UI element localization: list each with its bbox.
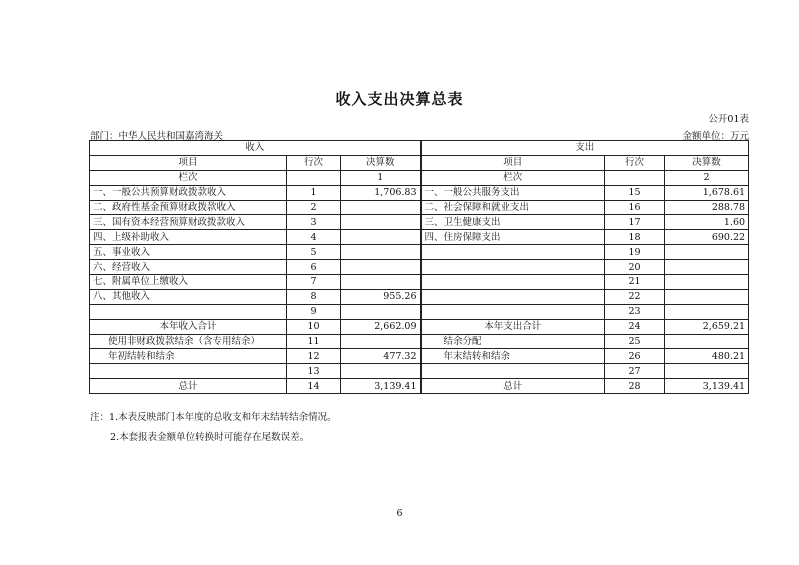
- expense-rowno-cell: 28: [605, 379, 665, 394]
- income-amount-cell: [341, 304, 421, 319]
- department-label: 部门：中华人民共和国嘉湾海关: [90, 131, 224, 142]
- table-row: [90, 200, 749, 215]
- expense-amount-cell: 1,678.61: [665, 185, 749, 200]
- expense-section-header: 支出: [421, 141, 749, 156]
- table-row: [90, 185, 749, 200]
- income-item-cell: 一、一般公共预算财政拨款收入: [90, 185, 287, 200]
- form-number: 公开01表: [708, 114, 749, 125]
- expense-item-cell: 四、住房保障支出: [421, 230, 605, 245]
- income-amount-cell: [341, 275, 421, 290]
- income-item-cell: [90, 364, 287, 379]
- income-rowno-cell: 12: [287, 349, 341, 364]
- expense-item-cell: 本年支出合计: [421, 319, 605, 334]
- expense-amount-cell: [665, 275, 749, 290]
- income-amount-cell: [341, 200, 421, 215]
- expense-amount-header: 决算数: [665, 155, 749, 170]
- expense-rowno-cell: 25: [605, 334, 665, 349]
- expense-item-cell: [421, 304, 605, 319]
- income-rowno-cell: 2: [287, 200, 341, 215]
- expense-amount-cell: [665, 245, 749, 260]
- income-item-cell: 年初结转和结余: [90, 349, 287, 364]
- table-row: [90, 334, 749, 349]
- expense-item-cell: 结余分配: [421, 334, 605, 349]
- expense-item-cell: 二、社会保障和就业支出: [421, 200, 605, 215]
- table-row: [90, 230, 749, 245]
- income-item-cell: 四、上级补助收入: [90, 230, 287, 245]
- expense-item-cell: [421, 364, 605, 379]
- income-rowno-cell: 6: [287, 260, 341, 275]
- table-row: [90, 364, 749, 379]
- column-header-row: [90, 155, 749, 170]
- table-row: [90, 245, 749, 260]
- income-rowno-cell: 5: [287, 245, 341, 260]
- income-amount-cell: 477.32: [341, 349, 421, 364]
- expense-amount-cell: [665, 260, 749, 275]
- table-row: [90, 215, 749, 230]
- expense-amount-cell: [665, 304, 749, 319]
- expense-amount-cell: 1.60: [665, 215, 749, 230]
- income-amount-cell: [341, 215, 421, 230]
- expense-amount-cell: 3,139.41: [665, 379, 749, 394]
- expense-amount-cell: [665, 289, 749, 304]
- expense-rowno-cell: 20: [605, 260, 665, 275]
- income-item-cell: 本年收入合计: [90, 319, 287, 334]
- income-item-cell: 二、政府性基金预算财政拨款收入: [90, 200, 287, 215]
- table-row: [90, 349, 749, 364]
- income-col-label: 栏次: [90, 170, 287, 185]
- income-section-header: 收入: [90, 141, 421, 156]
- expense-rowno-cell: 21: [605, 275, 665, 290]
- income-rowno-cell: 14: [287, 379, 341, 394]
- expense-rowno-cell: 18: [605, 230, 665, 245]
- expense-rowno-cell: 26: [605, 349, 665, 364]
- expense-item-header: 项目: [421, 155, 605, 170]
- expense-amount-cell: 2,659.21: [665, 319, 749, 334]
- note-1: 注：1.本表反映部门本年度的总收支和年末结转结余情况。: [90, 412, 337, 423]
- expense-rowno-header: 行次: [605, 155, 665, 170]
- section-header-row: [90, 141, 749, 156]
- expense-rowno-cell: 19: [605, 245, 665, 260]
- income-item-cell: [90, 304, 287, 319]
- income-rowno-cell: 7: [287, 275, 341, 290]
- expense-rowno-cell: 22: [605, 289, 665, 304]
- income-rowno-cell: 10: [287, 319, 341, 334]
- income-col-number: 1: [341, 170, 421, 185]
- income-amount-cell: [341, 364, 421, 379]
- income-item-cell: 八、其他收入: [90, 289, 287, 304]
- income-amount-cell: 3,139.41: [341, 379, 421, 394]
- expense-col-label: 栏次: [421, 170, 605, 185]
- income-item-cell: 六、经营收入: [90, 260, 287, 275]
- expense-col-number: 2: [665, 170, 749, 185]
- expense-amount-cell: 288.78: [665, 200, 749, 215]
- income-col-blank: [287, 170, 341, 185]
- page-number: 6: [396, 508, 403, 519]
- income-item-cell: 总计: [90, 379, 287, 394]
- table-row: [90, 379, 749, 394]
- amount-unit: 金额单位：万元: [682, 131, 749, 142]
- income-rowno-cell: 4: [287, 230, 341, 245]
- income-rowno-header: 行次: [287, 155, 341, 170]
- expense-amount-cell: 480.21: [665, 349, 749, 364]
- expense-amount-cell: [665, 364, 749, 379]
- report-title: 收入支出决算总表: [335, 90, 464, 108]
- expense-amount-cell: 690.22: [665, 230, 749, 245]
- income-item-header: 项目: [90, 155, 287, 170]
- income-amount-cell: 2,662.09: [341, 319, 421, 334]
- income-amount-cell: 955.26: [341, 289, 421, 304]
- income-amount-cell: [341, 260, 421, 275]
- expense-rowno-cell: 24: [605, 319, 665, 334]
- income-item-cell: 七、附属单位上缴收入: [90, 275, 287, 290]
- expense-rowno-cell: 16: [605, 200, 665, 215]
- expense-rowno-cell: 23: [605, 304, 665, 319]
- expense-col-blank: [605, 170, 665, 185]
- expense-amount-cell: [665, 334, 749, 349]
- expense-rowno-cell: 27: [605, 364, 665, 379]
- table-row: [90, 289, 749, 304]
- expense-item-cell: 总计: [421, 379, 605, 394]
- income-rowno-cell: 13: [287, 364, 341, 379]
- income-rowno-cell: 3: [287, 215, 341, 230]
- expense-item-cell: 三、卫生健康支出: [421, 215, 605, 230]
- notes-section: [90, 408, 337, 448]
- income-amount-cell: [341, 230, 421, 245]
- expense-item-cell: [421, 245, 605, 260]
- income-expense-table: [89, 140, 749, 394]
- note-2: 2.本套报表金额单位转换时可能存在尾数误差。: [110, 432, 310, 443]
- table-row: [90, 275, 749, 290]
- table-row: [90, 260, 749, 275]
- income-item-cell: 三、国有资本经营预算财政拨款收入: [90, 215, 287, 230]
- expense-item-cell: 年末结转和结余: [421, 349, 605, 364]
- income-amount-cell: [341, 334, 421, 349]
- column-number-row: [90, 170, 749, 185]
- expense-item-cell: 一、一般公共服务支出: [421, 185, 605, 200]
- income-amount-cell: [341, 245, 421, 260]
- table-row: [90, 319, 749, 334]
- table-row: [90, 304, 749, 319]
- income-item-cell: 五、事业收入: [90, 245, 287, 260]
- income-rowno-cell: 9: [287, 304, 341, 319]
- income-amount-cell: 1,706.83: [341, 185, 421, 200]
- expense-rowno-cell: 17: [605, 215, 665, 230]
- income-rowno-cell: 1: [287, 185, 341, 200]
- expense-item-cell: [421, 260, 605, 275]
- expense-rowno-cell: 15: [605, 185, 665, 200]
- income-item-cell: 使用非财政拨款结余（含专用结余）: [90, 334, 287, 349]
- income-amount-header: 决算数: [341, 155, 421, 170]
- income-rowno-cell: 8: [287, 289, 341, 304]
- income-rowno-cell: 11: [287, 334, 341, 349]
- expense-item-cell: [421, 275, 605, 290]
- expense-item-cell: [421, 289, 605, 304]
